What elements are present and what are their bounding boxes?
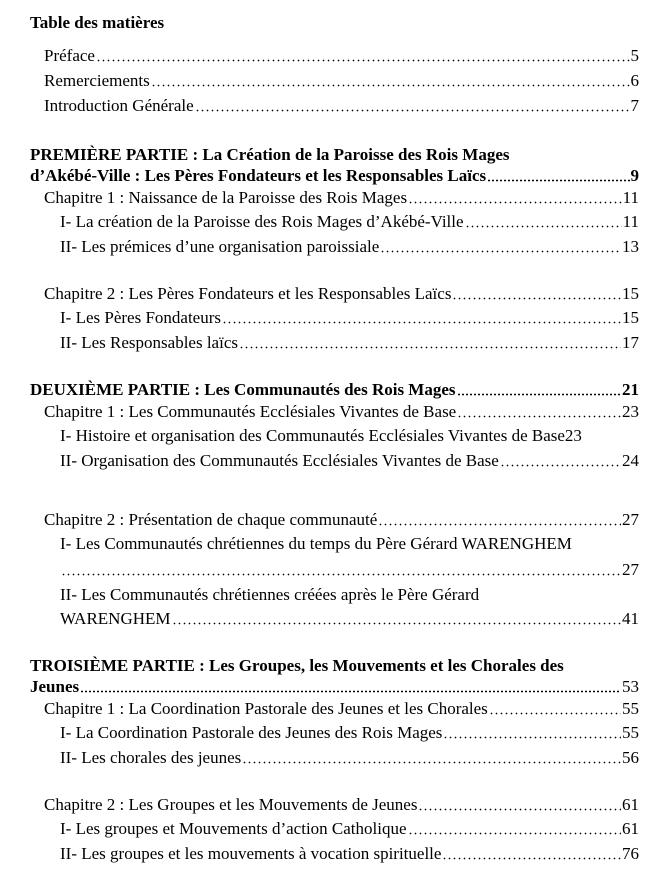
entry-label: I- Les Pères Fondateurs: [60, 308, 221, 327]
entry-label: II- Organisation des Communautés Ecclésiales Vivantes de Base: [60, 451, 499, 470]
entry-label: Chapitre 2 : Les Groupes et les Mouvements de Jeunes: [44, 795, 418, 814]
toc-entry-part2-ch1-s2[interactable]: [60, 451, 639, 471]
dot-leader: [61, 573, 621, 576]
dot-leader: [487, 179, 629, 182]
entry-page: 56: [622, 748, 639, 767]
entry-label: II- Les chorales des jeunes: [60, 748, 242, 767]
dot-leader: [457, 415, 621, 418]
toc-entry-introduction[interactable]: [44, 96, 639, 116]
entry-page: 23: [564, 426, 582, 445]
entry-page: 24: [622, 451, 639, 470]
entry-page: 55: [622, 723, 639, 742]
dot-leader: [489, 712, 621, 715]
toc-entry-preface[interactable]: [44, 46, 639, 66]
dot-leader: [408, 201, 622, 204]
entry-page: 27: [622, 510, 639, 529]
dot-leader: [457, 393, 621, 396]
toc-title: Table des matières: [30, 13, 165, 32]
entry-page: 76: [622, 844, 639, 863]
entry-label: II- Les prémices d’une organisation paroissiale: [60, 237, 380, 256]
entry-page: 21: [622, 380, 639, 399]
toc-entry-part2-ch1-s1[interactable]: [60, 426, 639, 446]
dot-leader: [96, 59, 630, 62]
toc-entry-part1-ch1-s2[interactable]: [60, 237, 639, 257]
entry-label: Chapitre 2 : Les Pères Fondateurs et les Responsables Laïcs: [44, 284, 452, 303]
toc-entry-part2-ch2-s2[interactable]: [60, 609, 639, 629]
entry-page: 27: [622, 560, 639, 579]
entry-page: 53: [622, 677, 639, 696]
entry-page: 41: [622, 609, 639, 628]
dot-leader: [452, 297, 621, 300]
dot-leader: [378, 523, 621, 526]
entry-page: 9: [630, 166, 639, 185]
entry-page: 17: [622, 333, 639, 352]
entry-page: 5: [630, 46, 639, 65]
entry-label: I- La Coordination Pastorale des Jeunes des Rois Mages: [60, 723, 443, 742]
entry-label: Préface: [44, 46, 95, 65]
entry-page: 11: [622, 188, 639, 207]
entry-label: Chapitre 1 : La Coordination Pastorale des Jeunes et les Chorales: [44, 699, 488, 718]
part2-ch2-s2-line1: II- Les Communautés chrétiennes créées après le Père Gérard: [60, 585, 480, 604]
toc-entry-part2-ch2-s1[interactable]: [60, 560, 639, 580]
entry-label: Remerciements: [44, 71, 150, 90]
dot-leader: [442, 857, 621, 860]
dot-leader: [151, 84, 630, 87]
dot-leader: [465, 225, 622, 228]
dot-leader: [195, 109, 630, 112]
toc-entry-part1-ch2-s1[interactable]: [60, 308, 639, 328]
part3-heading-line1: TROISIÈME PARTIE : Les Groupes, les Mouvements et les Chorales des: [30, 656, 564, 675]
entry-page: 11: [622, 212, 639, 231]
dot-leader: [408, 832, 621, 835]
entry-label: d’Akébé-Ville : Les Pères Fondateurs et les Responsables Laïcs: [30, 166, 487, 185]
entry-label: II- Les groupes et les mouvements à vocation spirituelle: [60, 844, 442, 863]
toc-entry-remerciements[interactable]: [44, 71, 639, 91]
toc-entry-part3-ch2-s2[interactable]: [60, 844, 639, 864]
toc-entry-part2[interactable]: [30, 380, 639, 400]
entry-label: DEUXIÈME PARTIE : Les Communautés des Rois Mages: [30, 380, 456, 399]
dot-leader: [172, 622, 622, 625]
entry-page: 23: [622, 402, 639, 421]
entry-page: 15: [622, 308, 639, 327]
entry-label: Introduction Générale: [44, 96, 194, 115]
entry-label: I- Histoire et organisation des Communautés Ecclésiales Vivantes de Base: [60, 426, 565, 445]
entry-page: 6: [630, 71, 639, 90]
entry-page: 55: [622, 699, 639, 718]
toc-entry-part1-ch2[interactable]: [44, 284, 639, 304]
entry-label: I- Les groupes et Mouvements d’action Catholique: [60, 819, 407, 838]
toc-entry-part1-ch1-s1[interactable]: [60, 212, 639, 232]
dot-leader: [80, 690, 621, 693]
entry-label: Chapitre 2 : Présentation de chaque communauté: [44, 510, 378, 529]
dot-leader: [500, 464, 621, 467]
toc-entry-part3-ch1-s2[interactable]: [60, 748, 639, 768]
toc-entry-part2-ch1[interactable]: [44, 402, 639, 422]
entry-label: Chapitre 1 : Naissance de la Paroisse des Rois Mages: [44, 188, 408, 207]
toc-entry-part3[interactable]: [30, 677, 639, 697]
toc-entry-part1-ch2-s2[interactable]: [60, 333, 639, 353]
dot-leader: [443, 736, 621, 739]
toc-entry-part2-ch2[interactable]: [44, 510, 639, 530]
toc-entry-part3-ch1[interactable]: [44, 699, 639, 719]
entry-label: Chapitre 1 : Les Communautés Ecclésiales Vivantes de Base: [44, 402, 457, 421]
part1-heading-line1: PREMIÈRE PARTIE : La Création de la Paroisse des Rois Mages: [30, 145, 510, 164]
toc-entry-part1-ch1[interactable]: [44, 188, 639, 208]
toc-entry-part1[interactable]: [30, 166, 639, 186]
toc-entry-part3-ch1-s1[interactable]: [60, 723, 639, 743]
dot-leader: [418, 808, 621, 811]
entry-label: WARENGHEM: [60, 609, 171, 628]
dot-leader: [222, 321, 621, 324]
dot-leader: [239, 346, 621, 349]
entry-page: 13: [622, 237, 639, 256]
entry-label: II- Les Responsables laïcs: [60, 333, 238, 352]
toc-entry-part3-ch2[interactable]: [44, 795, 639, 815]
dot-leader: [242, 761, 621, 764]
entry-page: 7: [630, 96, 639, 115]
part2-ch2-s1-line1: I- Les Communautés chrétiennes du temps du Père Gérard WARENGHEM: [60, 534, 572, 553]
dot-leader: [380, 250, 621, 253]
entry-page: 15: [622, 284, 639, 303]
entry-label: Jeunes: [30, 677, 80, 696]
entry-page: 61: [622, 795, 639, 814]
toc-entry-part3-ch2-s1[interactable]: [60, 819, 639, 839]
entry-label: I- La création de la Paroisse des Rois Mages d’Akébé-Ville: [60, 212, 464, 231]
entry-page: 61: [622, 819, 639, 838]
